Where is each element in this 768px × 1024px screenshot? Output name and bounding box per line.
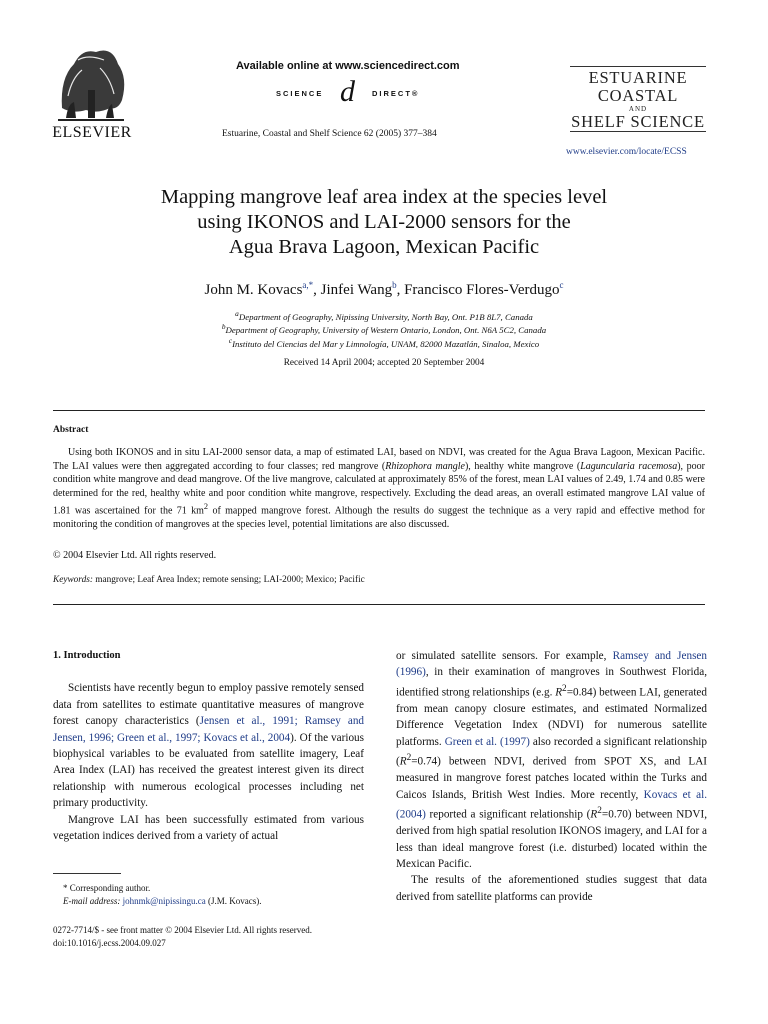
species-name: Rhizophora mangle [385,460,465,472]
email-link[interactable]: johnmk@nipissingu.ca [122,896,206,906]
affiliation-text: Department of Geography, Nipissing University, North Bay, Ont. P1B 8L7, Canada [238,311,533,322]
citation-link[interactable]: Jensen et al., 1991; Ramsey and Jensen, 1996; Green et al., 1997; Kovacs et al., 2004 [53,715,365,744]
abstract-text: Using both IKONOS and in situ LAI-2000 sensor data, a map of estimated LAI, based on NDVI, was created for the Agua Brava Lagoon, Mexican Pacific. The LAI values were then aggregated according to four classes; red mangrove ( [53,447,705,472]
title-line-2: using IKONOS and LAI-2000 sensors for the [197,211,571,233]
citation-link[interactable]: Kovacs et al. (2004) [396,788,707,821]
journal-logo-line-1: ESTUARINE [588,68,688,87]
section-heading: 1. Introduction [53,650,121,661]
paragraph-text: Scientists have recently begun to employ passive remotely sensed data from satellites to estimate quantitative measures of mangrove forest canopy characteristics ( [53,682,364,728]
affiliation-c: $^c$Instituto del Ciencias del Mar y Limnología, UNAM, 82000 Mazatlán, Sinaloa, Mexico [228,336,540,349]
paragraph [53,680,364,811]
author-affiliation-link[interactable]: c [559,280,564,290]
page-footer [53,924,383,949]
keywords [53,575,705,585]
paragraph-text: or simulated satellite sensors. For example, [396,650,613,662]
journal-url-link[interactable]: www.elsevier.com/locate/ECSS [566,147,687,157]
affiliation-text: Instituto del Ciencias del Mar y Limnología, UNAM, 82000 Mazatlán, Sinaloa, Mexico [232,338,540,349]
paragraph-text: =0.74) between NDVI, derived from SPOT XS, and LAI measured in mangrove forest patches located within the Turks and Caicos Islands, British West Indies. More recently, [396,755,707,801]
front-matter-line: 0272-7714/$ - see front matter © 2004 Elsevier Ltd. All rights reserved. [53,925,313,935]
elsevier-tree-logo [52,38,130,130]
author-name: Jinfei Wang [320,282,393,298]
body-column-left [53,648,364,844]
citation-link[interactable]: Ramsey and Jensen (1996) [396,650,707,679]
superscript: 2 [203,502,209,512]
author-list [84,280,684,299]
sd-at-glyph: d [340,75,357,108]
sciencedirect-logo [276,75,426,109]
author-affiliation-link[interactable]: a,* [302,280,314,290]
abstract-text: ), poor condition white mangrove and dead mangrove. Of the live mangrove, calculated at approximately 85% of the forest, mean LAI values of 2.49, 1.74 and 0.85 were determined for the red, healthy white and poor condition white mangrove, respectively. Excluding the dead areas, an overall estimated mangrove LAI value of 1.81 was ascertained for the 71 km [53,460,705,517]
email-suffix: (J.M. Kovacs). [205,896,262,906]
footnote-rule [53,873,121,874]
journal-logo [570,66,706,134]
paragraph: The results of the aforementioned studies suggest that data derived from satellite platforms can provide [396,874,707,903]
author-separator: , [313,282,321,298]
author-name: John M. Kovacs [204,282,303,298]
math-variable: R [555,686,563,699]
divider [53,410,705,411]
abstract-heading: Abstract [53,425,89,435]
paper-title [84,185,684,260]
abstract-text: ), healthy white mangrove ( [464,460,581,472]
author-separator: , [396,282,405,298]
divider [53,604,705,605]
body-column-right [396,648,707,905]
sd-right-text: DIRECT® [372,89,420,98]
received-dates: Received 14 April 2004; accepted 20 September 2004 [283,358,485,368]
abstract-text: of mapped mangrove forest. Although the results do suggest the technique as a very rapid and effective method for monitoring the condition of mangroves at the species level, potential limitations are also discussed. [53,505,705,531]
keywords-label: Keywords: [53,575,93,585]
available-online-text: Available online at www.sciencedirect.com [236,60,460,72]
journal-logo-rule-bottom [570,131,706,132]
title-line-3: Agua Brava Lagoon, Mexican Pacific [228,236,540,258]
math-variable: R [590,808,598,821]
paragraph-text: =0.84) between LAI, generated from mean canopy closure estimates, and estimated Normalized Difference Vegetation Index (NDVI) for numerous satellite platforms. [396,686,707,748]
email-label: E-mail address: [63,896,121,906]
journal-logo-line-2: COASTAL [597,86,679,105]
superscript: 2 [597,806,602,817]
paragraph-text: ). Of the various biophysical variables to be evaluated from satellite imagery, Leaf Area Index (LAI) has received the greatest interest given its direct relationship with numerous ecological processes including net primary productivity. [53,731,364,810]
math-variable: R [399,755,407,768]
paragraph-text: , in their examination of mangroves in Southwest Florida, identified strong relationships (e.g. [396,666,707,699]
species-name: Laguncularia racemosa [580,460,678,472]
author-name: Francisco Flores-Verdugo [404,282,560,298]
email-line [53,895,364,908]
affiliation-b: $^b$Department of Geography, University of Western Ontario, London, Ont. N6A 5C2, Canada [221,322,547,335]
author-affiliation-link[interactable]: b [392,280,397,290]
abstract-copyright: © 2004 Elsevier Ltd. All rights reserved. [53,550,217,561]
paragraph-text: also recorded a significant relationship ( [396,735,707,768]
affiliation-a: $^a$Department of Geography, Nipissing University, North Bay, Ont. P1B 8L7, Canada [235,309,533,322]
footnote [53,882,364,908]
paragraph: Mangrove LAI has been successfully estimated from various vegetation indices derived from a variety of actual [53,813,364,843]
journal-logo-line-4: SHELF SCIENCE [571,112,705,131]
publisher-name: ELSEVIER [52,124,132,141]
paragraph-text: =0.70) between NDVI, derived from high spatial resolution IKONOS imagery, and LAI for a less than ideal mangrove forest (i.e. disturbed) located within the Mexican Pacific. [396,808,707,871]
paragraph-text: reported a significant relationship ( [425,808,591,821]
journal-citation: Estuarine, Coastal and Shelf Science 62 (2005) 377–384 [222,129,437,139]
journal-logo-rule [570,66,706,67]
sd-left-text: SCIENCE [276,89,324,98]
corresponding-author-note: * Corresponding author. [63,883,151,893]
affiliation-text: Department of Geography, University of Western Ontario, London, Ont. N6A 5C2, Canada [225,324,547,335]
superscript: 2 [406,753,412,764]
citation-link[interactable]: Green et al. (1997) [444,735,530,748]
doi-line: doi:10.1016/j.ecss.2004.09.027 [53,937,166,948]
keywords-text: mangrove; Leaf Area Index; remote sensing; LAI-2000; Mexico; Pacific [92,575,365,585]
abstract-body [53,446,705,532]
journal-logo-line-3: AND [628,105,648,113]
title-line-1: Mapping mangrove leaf area index at the species level [160,186,608,208]
superscript: 2 [562,683,567,694]
paragraph [396,648,707,872]
